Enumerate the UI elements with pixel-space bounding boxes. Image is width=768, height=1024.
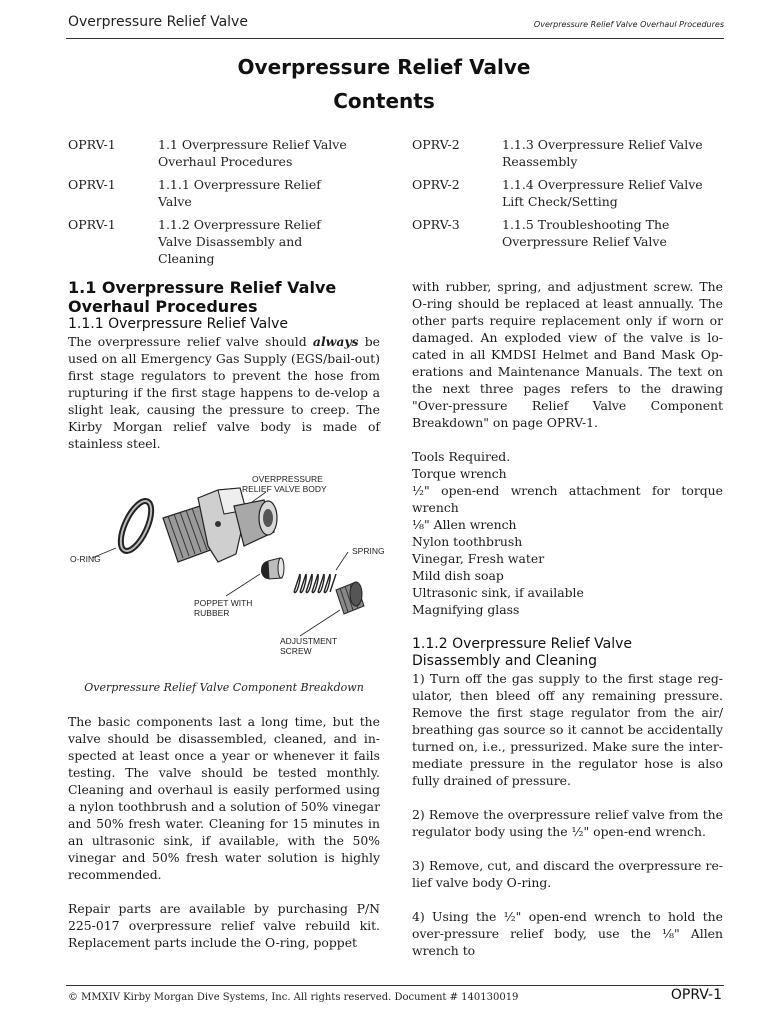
tool-item: Magnifying glass: [412, 602, 520, 617]
footer-rule: [66, 985, 724, 986]
o-ring-illustration: [115, 497, 158, 555]
toc-page: OPRV-1: [68, 137, 116, 152]
subsection-heading: 1.1.1 Overpressure Relief Valve: [68, 316, 289, 332]
left-column-intro: [68, 278, 380, 452]
step-4: 4) Using the ½" open-end wrench to hold the over-pressure relief body, use the ⅛" Allen wrench to: [412, 909, 723, 958]
label-spring: SPRING: [352, 546, 385, 556]
label-valve-body-2: RELIEF VALVE BODY: [242, 484, 327, 494]
repair-parts-paragraph: Repair parts are available by purchasing P/N 225-017 overpressure relief valve rebuild kit. Replacement parts include the O-ring, poppet: [68, 901, 380, 950]
label-adjustment-screw: ADJUSTMENT: [280, 636, 338, 646]
label-adjustment-screw-2: SCREW: [280, 646, 312, 656]
section-heading: 1.1 Overpressure Relief Valve Overhaul Procedures: [68, 278, 337, 316]
poppet-illustration: [261, 558, 284, 579]
step-1: 1) Turn off the gas supply to the first stage reg-ulator, then bleed off any remaining pressure. Remove the first stage regulator from the air/ breathing gas source so it cannot be accidentally turned on, i.e., pressurized. Make sure the inter-mediate pressure in the regulator hose is also fully drained of pressure.: [412, 671, 723, 788]
valve-body-illustration: [163, 488, 277, 562]
title-line-1: Overpressure Relief Valve: [237, 55, 531, 79]
label-valve-body: OVERPRESSURE: [252, 474, 323, 484]
tools-list: [412, 448, 723, 618]
spring-illustration: [294, 574, 336, 593]
page-number: OPRV-1: [670, 987, 722, 1003]
toc-entry[interactable]: [68, 176, 348, 210]
tool-item: Vinegar, Fresh water: [412, 551, 545, 566]
label-o-ring: O-RING: [70, 554, 101, 564]
step-3: 3) Remove, cut, and discard the overpressure re-lief valve body O-ring.: [412, 858, 723, 890]
toc-entry[interactable]: [412, 176, 717, 210]
disassembly-heading: 1.1.2 Overpressure Relief Valve Disassembly and Cleaning: [412, 636, 633, 669]
toc-page: OPRV-1: [68, 217, 116, 232]
toc-heading: 1.1 Overpressure Relief Valve Overhaul Procedures: [158, 137, 347, 169]
toc-heading: 1.1.3 Overpressure Relief Valve Reassembly: [502, 137, 703, 169]
parts-paragraph: with rubber, spring, and adjustment screw. The O-ring should be replaced at least annually. The other parts require replacement only if worn or damaged. An exploded view of the valve is lo-cated in all KMDSI Helmet and Band Mask Op-erations and Maintenance Manuals. The text on the next three pages refers to the drawing "Over-pressure Relief Valve Component Breakdown" on page OPRV-1.: [412, 279, 723, 430]
tool-item: Mild dish soap: [412, 568, 504, 583]
toc-page: OPRV-2: [412, 137, 460, 152]
tool-item: Torque wrench: [412, 466, 507, 481]
right-column: [412, 278, 723, 959]
page-title: [0, 50, 768, 118]
copyright-notice: © MMXIV Kirby Morgan Dive Systems, Inc. All rights reserved. Document # 140130019: [68, 992, 519, 1003]
intro-paragraph: The overpressure relief valve should always be used on all Emergency Gas Supply (EGS/bail-out) first stage regulators to prevent the hose from rupturing if the first stage happens to de-velop a slight leak, causing the pressure to creep. The Kirby Morgan relief valve body is made of stainless steel.: [68, 334, 380, 451]
toc-entry[interactable]: [412, 136, 717, 170]
toc-left: [68, 136, 348, 273]
tool-item: Nylon toothbrush: [412, 534, 523, 549]
header-rule: [66, 38, 724, 39]
toc-page: OPRV-2: [412, 177, 460, 192]
tools-heading: Tools Required.: [412, 449, 511, 464]
header-section: Overpressure Relief Valve Overhaul Procedures: [533, 20, 724, 29]
toc-entry[interactable]: [68, 136, 348, 170]
component-breakdown-figure: [68, 466, 385, 676]
maintenance-paragraph: The basic components last a long time, but the valve should be disassembled, cleaned, and in-spected at least once a year or whenever it fails testing. The valve should be tested monthly. Cleaning and overhaul is easily performed using a nylon toothbrush and a solution of 50% vinegar and 50% fresh water. Cleaning for 15 minutes in an ultrasonic sink, if available, with the 50% vinegar and 50% fresh water solution is highly recommended.: [68, 714, 380, 882]
toc-heading: 1.1.1 Overpressure Relief Valve: [158, 177, 321, 209]
toc-entry[interactable]: [412, 216, 717, 250]
step-2: 2) Remove the overpressure relief valve from the regulator body using the ½" open-end wrench.: [412, 807, 723, 839]
toc-heading: 1.1.5 Troubleshooting The Overpressure Relief Valve: [502, 217, 670, 249]
toc-entry[interactable]: [68, 216, 348, 267]
tool-item: ½" open-end wrench attachment for torque wrench: [412, 483, 723, 515]
toc-heading: 1.1.4 Overpressure Relief Valve Lift Check/Setting: [502, 177, 703, 209]
toc-page: OPRV-3: [412, 217, 460, 232]
figure-caption: Overpressure Relief Valve Component Breakdown: [84, 681, 364, 694]
toc-page: OPRV-1: [68, 177, 116, 192]
tool-item: Ultrasonic sink, if available: [412, 585, 584, 600]
toc-right: [412, 136, 717, 256]
label-poppet-2: RUBBER: [194, 608, 230, 618]
label-poppet: POPPET WITH: [194, 598, 253, 608]
emphasis-always: always: [312, 334, 359, 349]
header-title: Overpressure Relief Valve: [68, 14, 248, 30]
toc-heading: 1.1.2 Overpressure Relief Valve Disassembly and Cleaning: [158, 217, 321, 266]
left-column-body: [68, 713, 380, 951]
tool-item: ⅛" Allen wrench: [412, 517, 517, 532]
adjustment-screw-illustration: [336, 582, 364, 614]
title-line-2: Contents: [333, 89, 435, 113]
